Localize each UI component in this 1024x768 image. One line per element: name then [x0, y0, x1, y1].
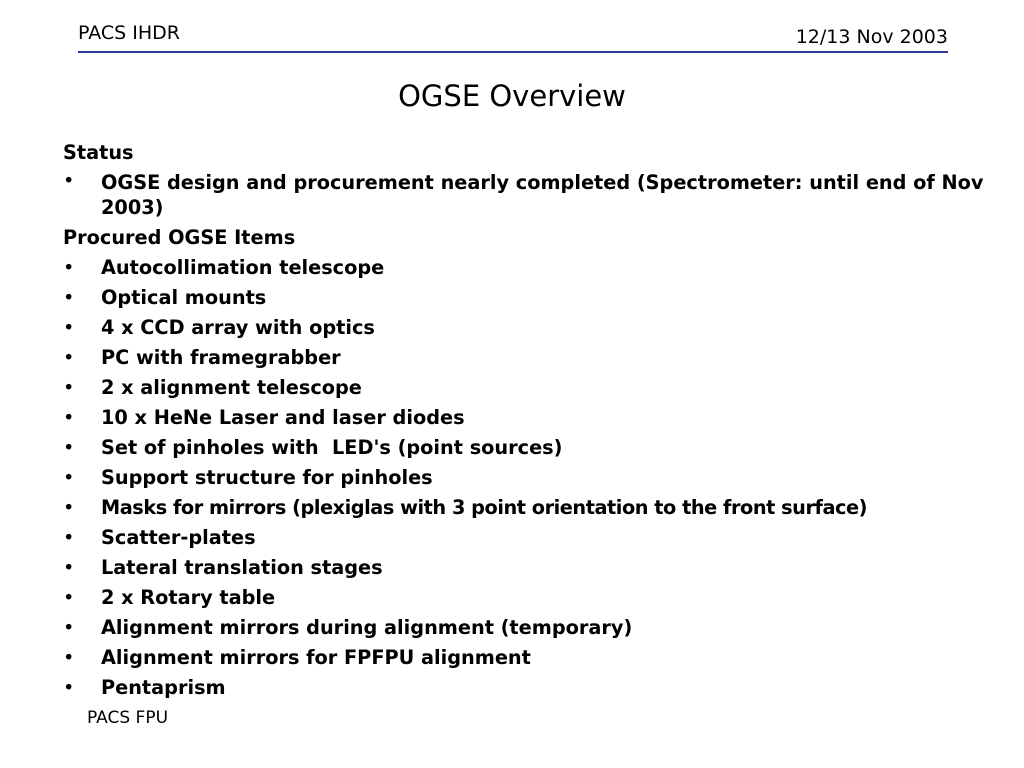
- bullet-icon: •: [63, 316, 75, 339]
- list-item: [63, 673, 988, 703]
- bullet-icon: •: [63, 436, 75, 459]
- bullet-icon: •: [63, 346, 75, 369]
- bullet-icon: •: [63, 256, 75, 279]
- procured-item-text: Support structure for pinholes: [101, 466, 433, 489]
- list-item: [63, 373, 988, 403]
- bullet-icon: •: [63, 169, 75, 192]
- procured-item-text: Scatter-plates: [101, 526, 256, 549]
- procured-item-text: Optical mounts: [101, 286, 267, 309]
- list-item: [63, 583, 988, 613]
- procured-item-text: Autocollimation telescope: [101, 256, 385, 279]
- status-list: [63, 168, 988, 223]
- procured-heading: Procured OGSE Items: [63, 226, 296, 249]
- status-heading: Status: [63, 141, 134, 164]
- procured-item-text: 2 x Rotary table: [101, 586, 276, 609]
- procured-item-text: 2 x alignment telescope: [101, 376, 362, 399]
- procured-item-text: Masks for mirrors (plexiglas with 3 point orientation to the front surface): [101, 496, 867, 519]
- procured-item-text: 4 x CCD array with optics: [101, 316, 375, 339]
- bullet-icon: •: [63, 466, 75, 489]
- procured-item-text: Alignment mirrors for FPFPU alignment: [101, 646, 531, 669]
- list-item: [63, 643, 988, 673]
- header-left-label: PACS IHDR: [78, 22, 180, 44]
- list-item: [63, 463, 988, 493]
- header-date: 12/13 Nov 2003: [795, 26, 948, 48]
- list-item: [63, 313, 988, 343]
- bullet-icon: •: [63, 496, 75, 519]
- bullet-icon: •: [63, 646, 75, 669]
- list-item: [63, 283, 988, 313]
- list-item: [63, 433, 988, 463]
- procured-item-text: 10 x HeNe Laser and laser diodes: [101, 406, 465, 429]
- list-item: [63, 343, 988, 373]
- procured-item-text: Set of pinholes with LED's (point sources): [101, 436, 563, 459]
- bullet-icon: •: [63, 286, 75, 309]
- footer-label: PACS FPU: [87, 708, 169, 728]
- list-item: [63, 253, 988, 283]
- list-item: [63, 403, 988, 433]
- procured-list: [63, 253, 988, 703]
- procured-item-text: Pentaprism: [101, 676, 226, 699]
- bullet-icon: •: [63, 676, 75, 699]
- slide-content: [63, 138, 988, 703]
- bullet-icon: •: [63, 586, 75, 609]
- list-item: [63, 613, 988, 643]
- procured-item-text: PC with framegrabber: [101, 346, 341, 369]
- list-item: [63, 168, 988, 223]
- list-item: [63, 493, 988, 523]
- slide-title: OGSE Overview: [398, 79, 626, 113]
- procured-item-text: Lateral translation stages: [101, 556, 383, 579]
- bullet-icon: •: [63, 556, 75, 579]
- list-item: [63, 553, 988, 583]
- bullet-icon: •: [63, 376, 75, 399]
- bullet-icon: •: [63, 406, 75, 429]
- bullet-icon: •: [63, 526, 75, 549]
- header-divider: [78, 51, 948, 53]
- list-item: [63, 523, 988, 553]
- procured-item-text: Alignment mirrors during alignment (temporary): [101, 616, 633, 639]
- status-item-text: OGSE design and procurement nearly completed (Spectrometer: until end of Nov 2003): [101, 171, 984, 219]
- bullet-icon: •: [63, 616, 75, 639]
